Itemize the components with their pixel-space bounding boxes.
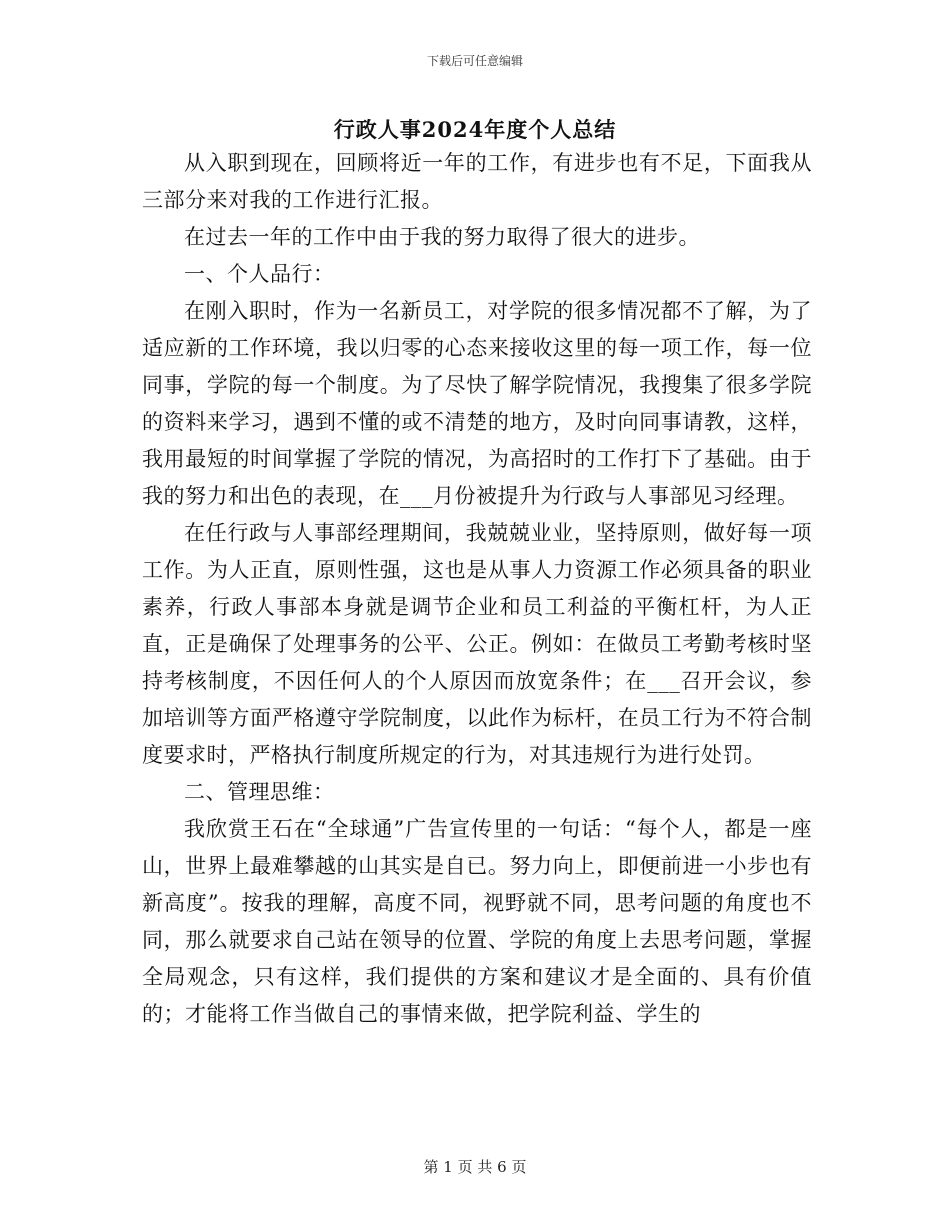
paragraph-progress: 在过去一年的工作中由于我的努力取得了很大的进步。	[184, 225, 700, 249]
paragraph-management-quote: 我欣赏王石在“全球通”广告宣传里的一句话：“每个人，都是一座山，世界上最难攀越的山其实是自已。努力向上，即便前进一小步也有新高度”。按我的理解，高度不同，视野就不同，思考问题的角度也不同，那么就要求自己站在领导的位置、学院的角度上去思考问题，掌握全局观念，只有这样，我们提供的方案和建议才是全面的、具有价值的；才能将工作当做自己的事情来做，把学院利益、学生的	[142, 817, 812, 1026]
paragraph-onboarding: 在刚入职时，作为一名新员工，对学院的很多情况都不了解，为了适应新的工作环境，我以归零的心态来接收这里的每一项工作，每一位同事，学院的每一个制度。为了尽快了解学院情况，我搜集了很多学院的资料来学习，遇到不懂的或不清楚的地方，及时向同事请教，这样，我用最短的时间掌握了学院的情况，为高招时的工作打下了基础。由于我的努力和出色的表现，在___月份被提升为行政与人事部见习经理。	[142, 299, 812, 508]
page-header-note: 下载后可任意编辑	[426, 54, 523, 68]
document-title: 行政人事2024年度个人总结	[333, 117, 617, 142]
section-heading-management-thinking: 二、管理思维：	[184, 780, 335, 804]
paragraph-intro: 从入职到现在，回顾将近一年的工作，有进步也有不足，下面我从三部分来对我的工作进行汇报。	[142, 151, 812, 212]
document-body	[142, 145, 812, 1033]
paragraph-manager-duties: 在任行政与人事部经理期间，我兢兢业业，坚持原则，做好每一项工作。为人正直，原则性强，这也是从事人力资源工作必须具备的职业素养，行政人事部本身就是调节企业和员工利益的平衡杠杆，为人正直，正是确保了处理事务的公平、公正。例如：在做员工考勤考核时坚持考核制度，不因任何人的个人原因而放宽条件；在___召开会议，参加培训等方面严格遵守学院制度，以此作为标杆，在员工行为不符合制度要求时，严格执行制度所规定的行为，对其违规行为进行处罚。	[142, 521, 812, 767]
section-heading-personal-conduct: 一、个人品行：	[184, 262, 335, 286]
page-number-footer: 第 1 页 共 6 页	[423, 1158, 527, 1176]
